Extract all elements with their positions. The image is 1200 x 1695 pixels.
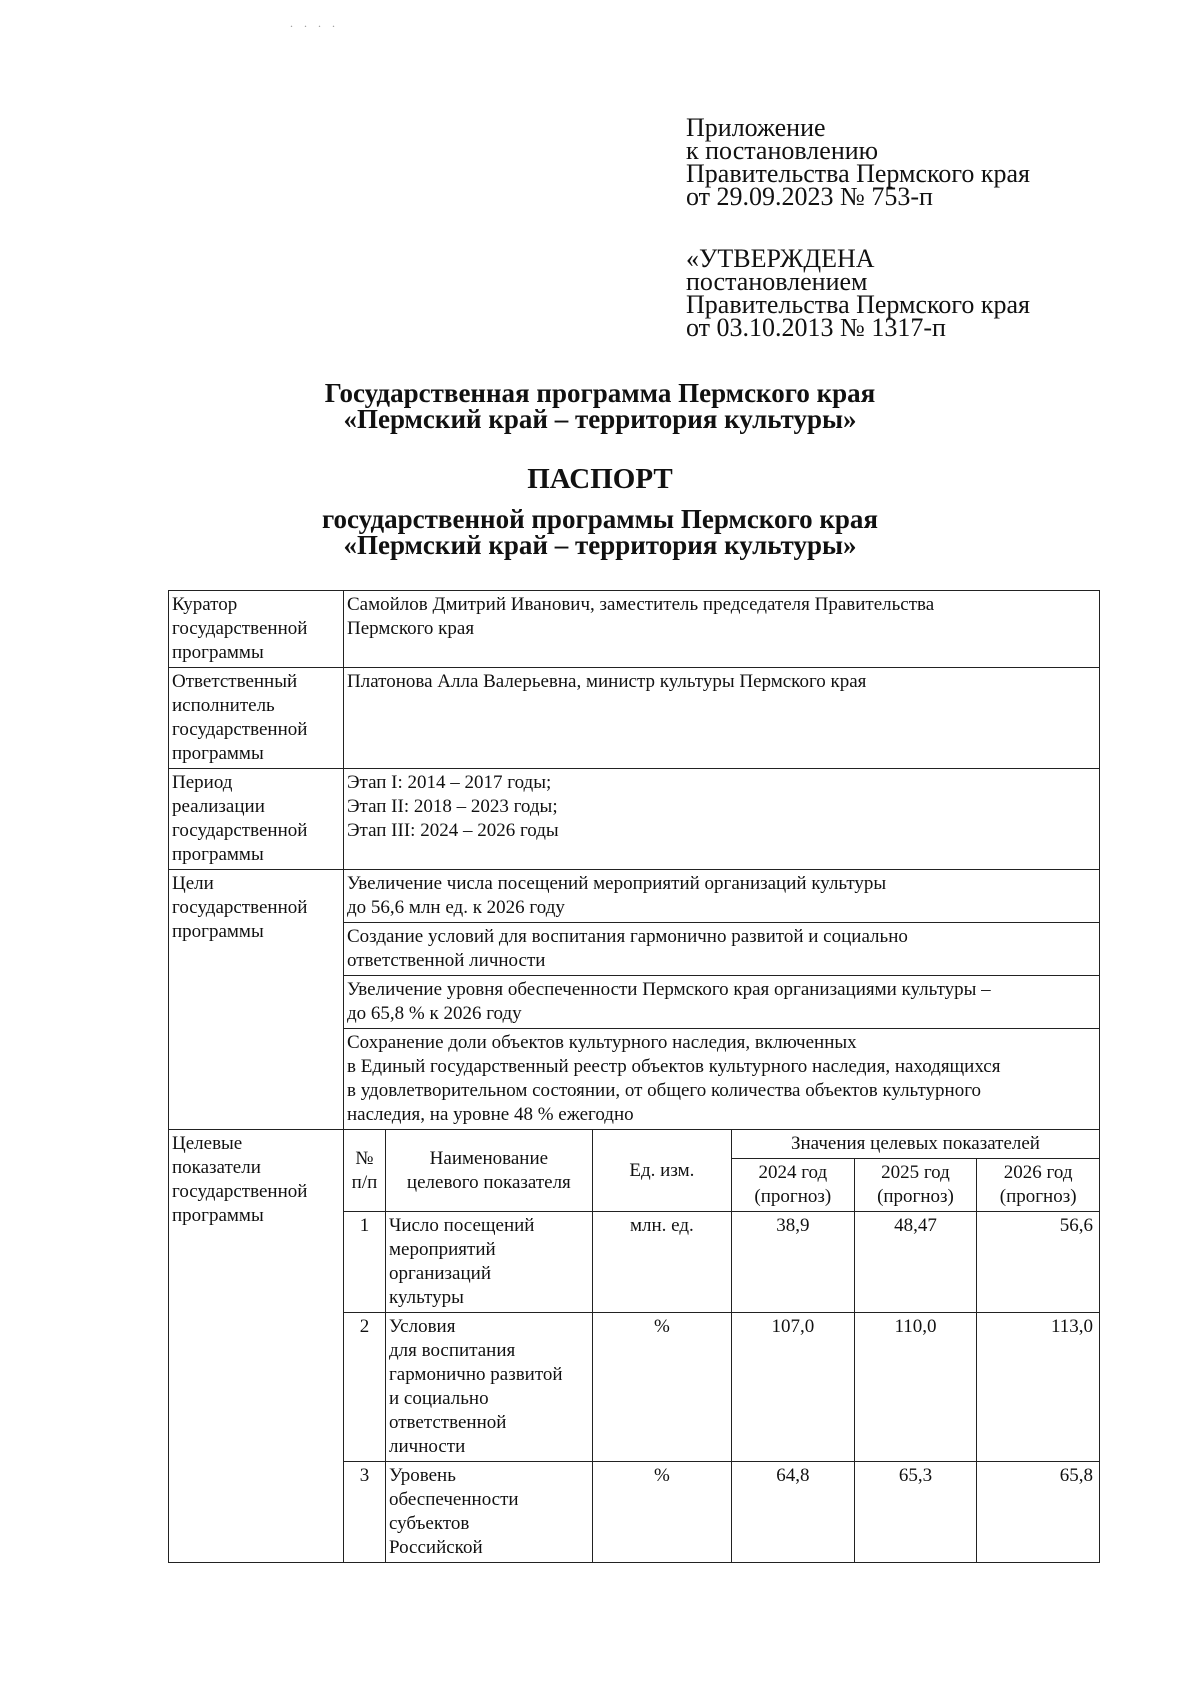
name-line: культуры xyxy=(388,1287,464,1308)
label-line: государственной xyxy=(172,618,308,639)
value-line: Пермского края xyxy=(347,618,475,639)
name-line: личности xyxy=(388,1436,466,1457)
col-no-header xyxy=(344,1130,385,1212)
year-header xyxy=(854,1159,977,1212)
value-line: Этап III: 2024 – 2026 годы xyxy=(347,820,559,841)
indicators-head-row xyxy=(344,1130,1099,1159)
label-line: Куратор xyxy=(172,594,238,615)
passport-subtitle-line: государственной программы Пермского края xyxy=(321,504,879,534)
program-title xyxy=(0,380,1200,432)
scan-header-mark: . . . . xyxy=(290,16,339,30)
header-line: № xyxy=(355,1147,374,1169)
executor-value xyxy=(344,668,1100,769)
indicator-value: 107,0 xyxy=(731,1313,854,1462)
indicator-name xyxy=(385,1462,592,1563)
name-line: Число посещений xyxy=(388,1215,535,1236)
label-line: реализации xyxy=(172,796,265,817)
curator-value xyxy=(344,591,1100,668)
label-line: Цели xyxy=(172,873,214,894)
label-line: Ответственный xyxy=(172,671,298,692)
indicator-value: 65,8 xyxy=(977,1462,1099,1563)
label-line: программы xyxy=(172,1205,264,1226)
name-line: мероприятий xyxy=(388,1239,496,1260)
curator-label xyxy=(169,591,344,668)
indicator-row xyxy=(344,1212,1099,1313)
name-line: для воспитания xyxy=(388,1340,516,1361)
goal-line: наследия, на уровне 48 % ежегодно xyxy=(347,1104,634,1125)
value-line: Этап II: 2018 – 2023 годы; xyxy=(347,796,558,817)
label-line: Целевые xyxy=(172,1133,243,1154)
goal-line: Сохранение доли объектов культурного наследия, включенных xyxy=(347,1032,857,1053)
indicator-row xyxy=(344,1462,1099,1563)
approved-line: постановлением xyxy=(686,267,868,296)
indicator-no: 1 xyxy=(344,1212,385,1313)
annex-line: Приложение xyxy=(686,113,826,142)
name-line: и социально xyxy=(388,1388,489,1409)
annex-block xyxy=(686,113,1030,211)
indicators-table xyxy=(344,1130,1099,1562)
label-line: государственной xyxy=(172,897,308,918)
indicator-value: 38,9 xyxy=(731,1212,854,1313)
row-goal xyxy=(169,870,1100,923)
indicator-value: 56,6 xyxy=(977,1212,1099,1313)
indicator-value: 65,3 xyxy=(854,1462,977,1563)
name-line: ответственной xyxy=(388,1412,507,1433)
header-line: п/п xyxy=(351,1171,378,1193)
name-line: Российской xyxy=(388,1537,483,1558)
name-line: Условия xyxy=(388,1316,456,1337)
header-line: 2024 год xyxy=(758,1162,828,1183)
goal-item xyxy=(344,870,1100,923)
col-name-header xyxy=(385,1130,592,1212)
header-line: (прогноз) xyxy=(877,1186,954,1207)
indicator-unit: млн. ед. xyxy=(592,1212,731,1313)
row-curator xyxy=(169,591,1100,668)
values-group-header: Значения целевых показателей xyxy=(731,1130,1099,1159)
header-line: Наименование xyxy=(429,1147,549,1169)
program-title-line: «Пермский край – территория культуры» xyxy=(343,404,857,434)
passport-subtitle-line: «Пермский край – территория культуры» xyxy=(343,530,857,560)
approved-line: Правительства Пермского края xyxy=(686,290,1030,319)
goal-line: ответственной личности xyxy=(347,950,546,971)
name-line: гармонично развитой xyxy=(388,1364,563,1385)
goal-line: до 56,6 млн ед. к 2026 году xyxy=(347,897,565,918)
label-line: программы xyxy=(172,642,264,663)
passport-subtitle xyxy=(0,506,1200,558)
passport-table xyxy=(168,590,1100,1563)
period-value xyxy=(344,769,1100,870)
goals-label xyxy=(169,870,344,1130)
name-line: субъектов xyxy=(388,1513,470,1534)
indicator-value: 48,47 xyxy=(854,1212,977,1313)
row-indicators xyxy=(169,1130,1100,1563)
indicator-unit: % xyxy=(592,1462,731,1563)
name-line: Уровень xyxy=(388,1465,456,1486)
goal-line: в удовлетворительном состоянии, от общего количества объектов культурного xyxy=(347,1080,982,1101)
row-period xyxy=(169,769,1100,870)
header-line: (прогноз) xyxy=(754,1186,832,1207)
value-line: Этап I: 2014 – 2017 годы; xyxy=(347,772,552,793)
goal-line: Создание условий для воспитания гармонично развитой и социально xyxy=(347,926,908,947)
label-line: программы xyxy=(172,743,264,764)
goal-item xyxy=(344,923,1100,976)
label-line: Период xyxy=(172,772,233,793)
indicator-value: 110,0 xyxy=(854,1313,977,1462)
goal-item xyxy=(344,1029,1100,1130)
program-title-line: Государственная программа Пермского края xyxy=(324,378,876,408)
annex-line: Правительства Пермского края xyxy=(686,159,1030,188)
value-line: Платонова Алла Валерьевна, министр культуры Пермского края xyxy=(347,671,867,692)
col-unit-header: Ед. изм. xyxy=(592,1130,731,1212)
goal-line: Увеличение числа посещений мероприятий организаций культуры xyxy=(347,873,887,894)
name-line: организаций xyxy=(388,1263,491,1284)
label-line: программы xyxy=(172,844,264,865)
passport-title: ПАСПОРТ xyxy=(527,463,673,495)
approved-line: от 03.10.2013 № 1317-п xyxy=(686,313,946,342)
goal-line: в Единый государственный реестр объектов культурного наследия, находящихся xyxy=(347,1056,1001,1077)
indicator-name xyxy=(385,1313,592,1462)
year-header xyxy=(731,1159,854,1212)
goal-line: Увеличение уровня обеспеченности Пермского края организациями культуры – xyxy=(347,979,991,1000)
indicator-row xyxy=(344,1313,1099,1462)
indicator-unit: % xyxy=(592,1313,731,1462)
approved-line: «УТВЕРЖДЕНА xyxy=(686,244,875,273)
year-header xyxy=(977,1159,1099,1212)
executor-label xyxy=(169,668,344,769)
label-line: исполнитель xyxy=(172,695,275,716)
period-label xyxy=(169,769,344,870)
annex-line: от 29.09.2023 № 753-п xyxy=(686,182,933,211)
header-line: 2025 год xyxy=(881,1162,950,1183)
value-line: Самойлов Дмитрий Иванович, заместитель председателя Правительства xyxy=(347,594,935,615)
header-line: целевого показателя xyxy=(406,1171,571,1193)
annex-line: к постановлению xyxy=(686,136,879,165)
indicator-no: 2 xyxy=(344,1313,385,1462)
indicator-name xyxy=(385,1212,592,1313)
name-line: обеспеченности xyxy=(388,1489,519,1510)
header-line: 2026 год xyxy=(1003,1162,1073,1183)
row-executor xyxy=(169,668,1100,769)
goal-line: до 65,8 % к 2026 году xyxy=(347,1003,522,1024)
approved-block xyxy=(686,244,1030,342)
label-line: программы xyxy=(172,921,264,942)
header-line: (прогноз) xyxy=(999,1186,1077,1207)
indicator-no: 3 xyxy=(344,1462,385,1563)
label-line: государственной xyxy=(172,820,308,841)
label-line: показатели xyxy=(172,1157,261,1178)
indicator-value: 64,8 xyxy=(731,1462,854,1563)
indicators-label xyxy=(169,1130,344,1563)
label-line: государственной xyxy=(172,1181,308,1202)
indicators-cell xyxy=(344,1130,1100,1563)
label-line: государственной xyxy=(172,719,308,740)
indicator-value: 113,0 xyxy=(977,1313,1099,1462)
goal-item xyxy=(344,976,1100,1029)
